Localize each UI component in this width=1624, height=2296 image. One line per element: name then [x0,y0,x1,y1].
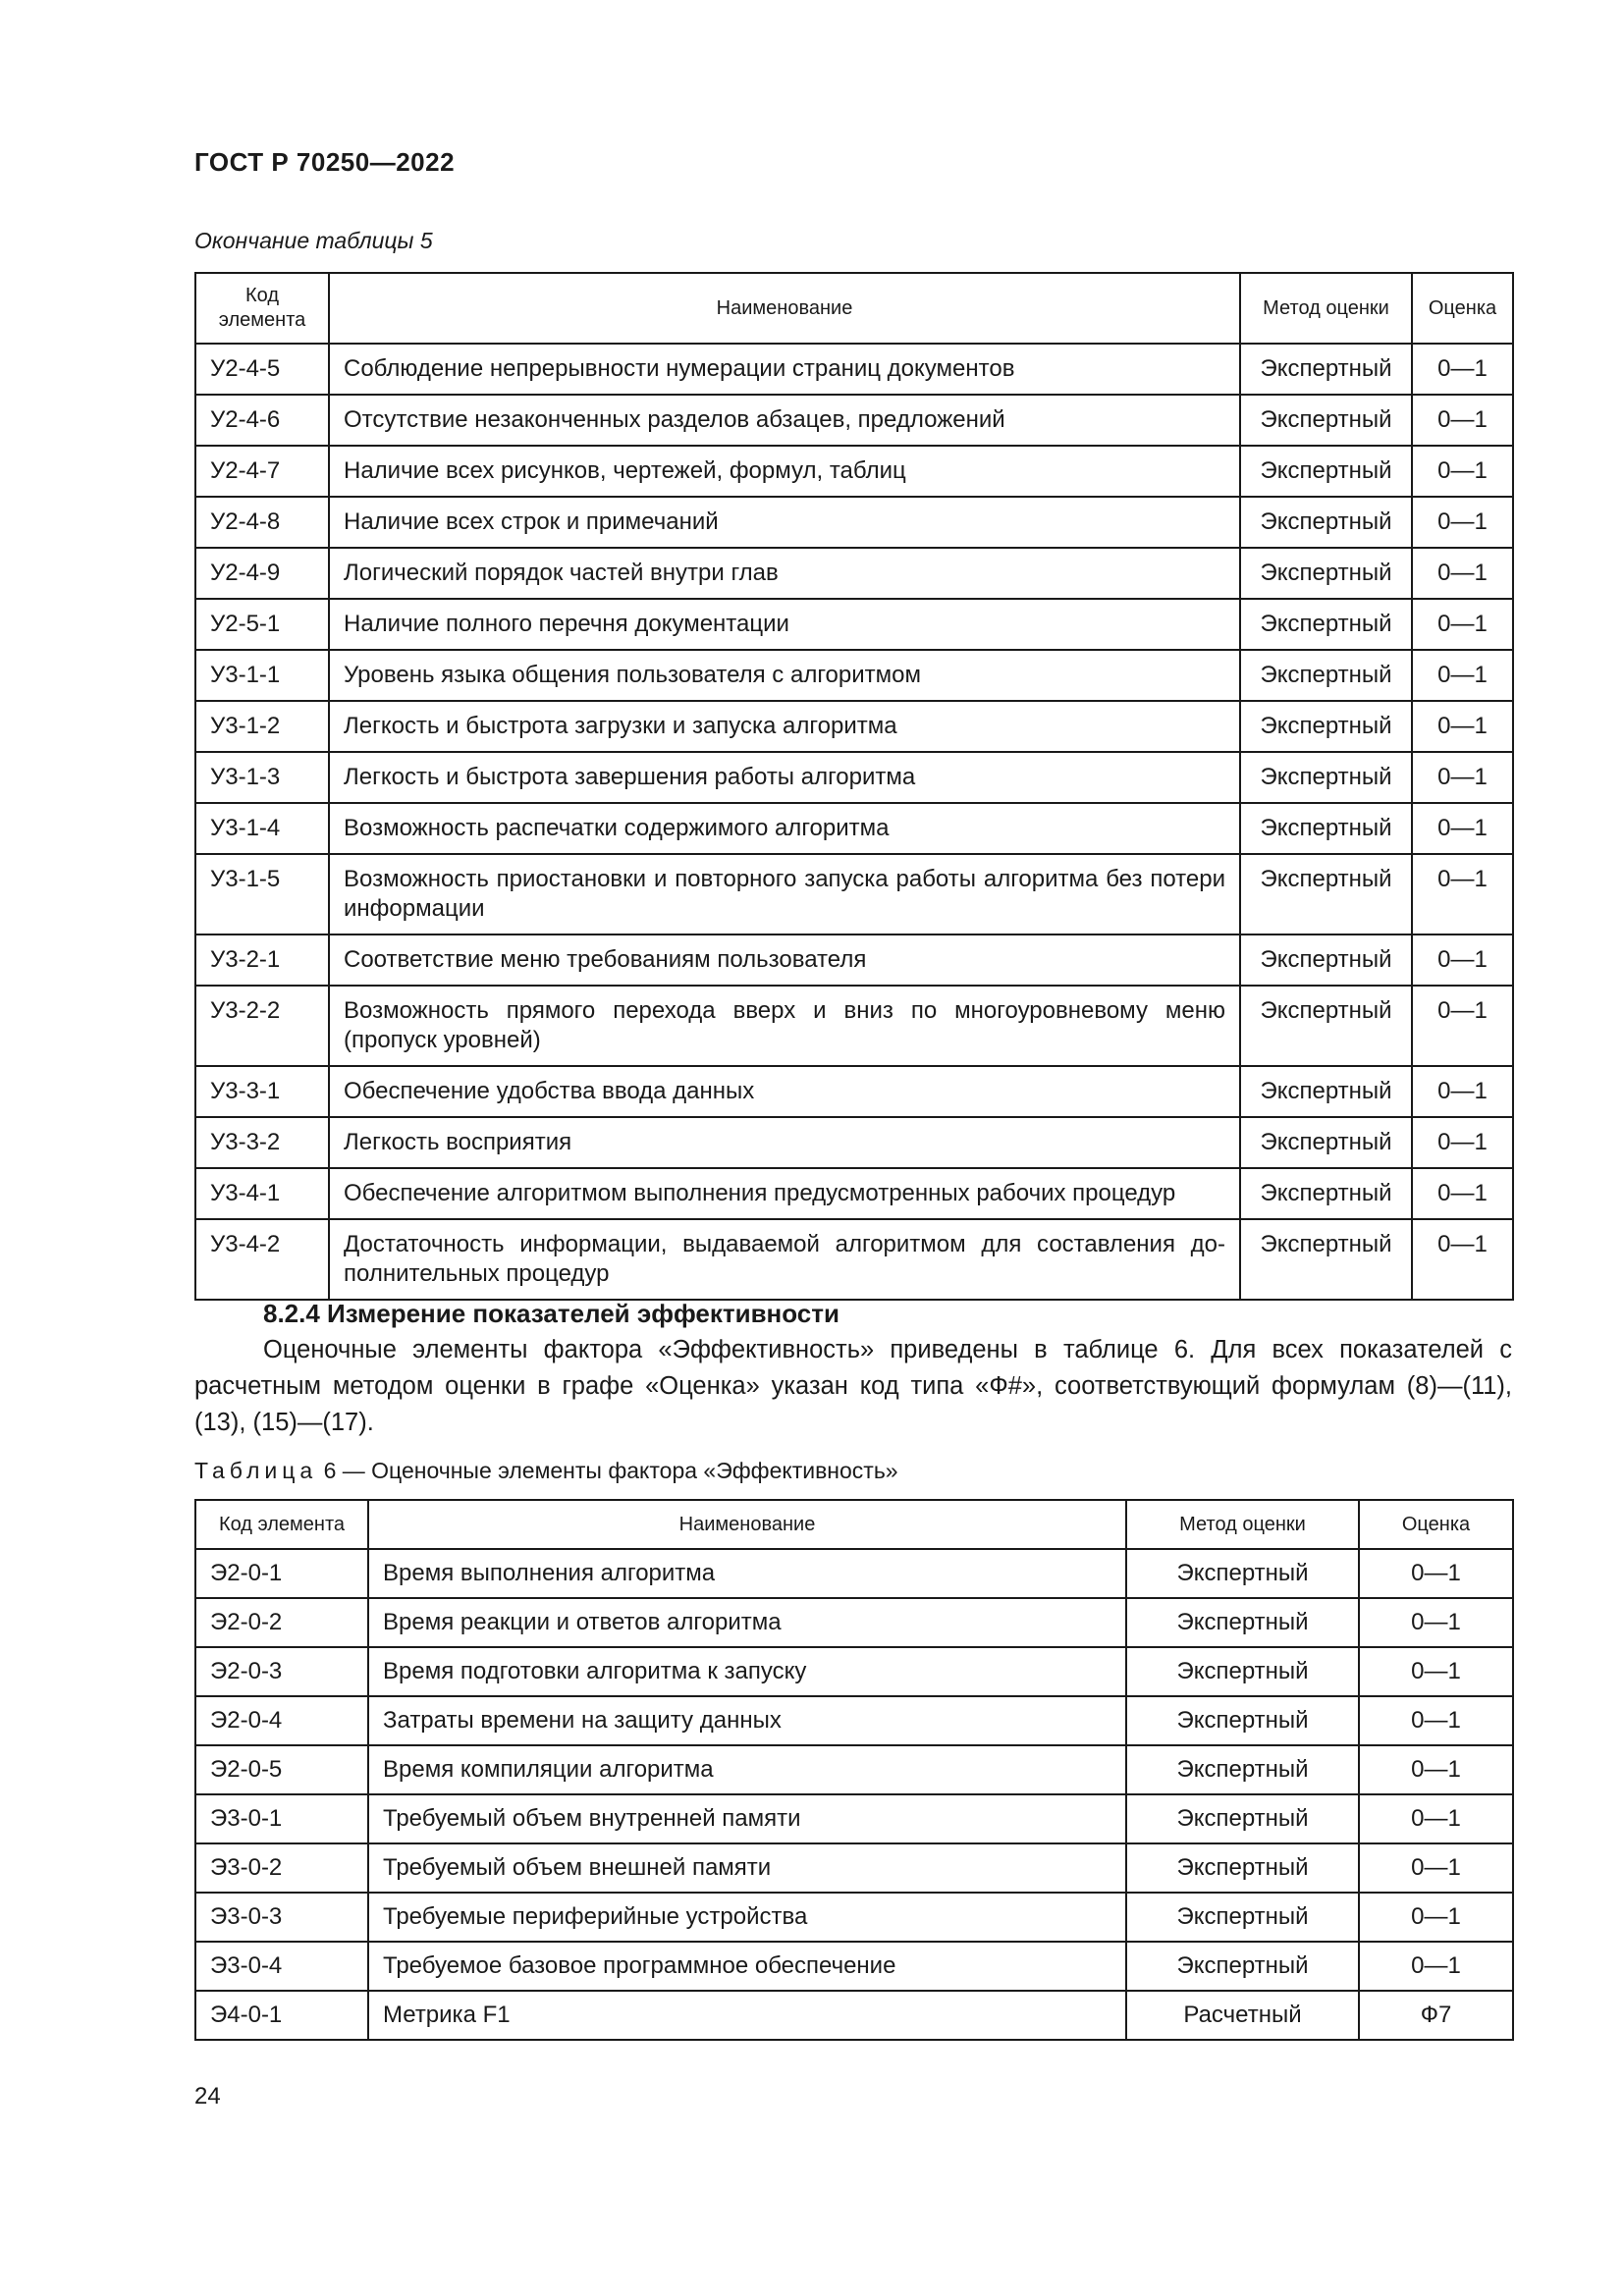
cell-name: Время компиляции алгоритма [368,1745,1126,1794]
cell-code: Э2-0-2 [195,1598,368,1647]
cell-code: У3-1-3 [195,752,329,803]
table-5 [194,272,1514,1301]
cell-score: 0—1 [1412,854,1513,934]
table-row [195,701,1513,752]
cell-code: У3-1-4 [195,803,329,854]
cell-code: Э2-0-3 [195,1647,368,1696]
cell-name: Наличие всех рисунков, чертежей, формул, таблиц [329,446,1240,497]
cell-score: 0—1 [1412,752,1513,803]
cell-method: Экспертный [1240,650,1412,701]
column-header-code: Код элемента [195,1500,368,1549]
table-row [195,1647,1513,1696]
cell-name: Возможность распечатки содержимого алгоритма [329,803,1240,854]
cell-score: 0—1 [1412,446,1513,497]
cell-score: 0—1 [1412,650,1513,701]
cell-score: 0—1 [1359,1745,1513,1794]
cell-code: У2-4-7 [195,446,329,497]
cell-code: У3-2-2 [195,986,329,1066]
cell-score: 0—1 [1412,1219,1513,1300]
cell-name: Логический порядок частей внутри глав [329,548,1240,599]
cell-score: 0—1 [1359,1549,1513,1598]
cell-code: У3-4-2 [195,1219,329,1300]
table6-body [195,1549,1513,2040]
table-row [195,446,1513,497]
cell-score: 0—1 [1412,497,1513,548]
cell-method: Экспертный [1126,1893,1359,1942]
cell-name: Наличие всех строк и примечаний [329,497,1240,548]
cell-name: Требуемый объем внутренней памяти [368,1794,1126,1843]
cell-name: Отсутствие незаконченных разделов абзацев, предложений [329,395,1240,446]
cell-name: Требуемое базовое программное обеспечение [368,1942,1126,1991]
cell-name: Соответствие меню требованиям пользователя [329,934,1240,986]
table-row [195,752,1513,803]
cell-method: Экспертный [1126,1647,1359,1696]
cell-method: Экспертный [1240,1117,1412,1168]
table-row [195,854,1513,934]
table5-continuation-caption: Окончание таблицы 5 [194,228,433,253]
column-header-code: Код элемента [195,273,329,344]
cell-method: Экспертный [1240,934,1412,986]
cell-method: Экспертный [1240,497,1412,548]
cell-score: 0—1 [1359,1696,1513,1745]
table-row [195,1843,1513,1893]
cell-score: 0—1 [1412,701,1513,752]
cell-score: 0—1 [1412,548,1513,599]
cell-score: 0—1 [1412,1066,1513,1117]
cell-method: Экспертный [1240,1219,1412,1300]
cell-method: Экспертный [1240,1168,1412,1219]
cell-score: 0—1 [1412,934,1513,986]
table6-caption [194,1458,898,1484]
cell-code: Э3-0-1 [195,1794,368,1843]
cell-name: Требуемые периферийные устройства [368,1893,1126,1942]
cell-method: Экспертный [1126,1549,1359,1598]
cell-name: Достаточность информации, выдаваемой алгоритмом для составления дополнительных процедур [329,1219,1240,1300]
cell-code: У3-3-2 [195,1117,329,1168]
table-row [195,1066,1513,1117]
cell-score: 0—1 [1412,1168,1513,1219]
table-row [195,1168,1513,1219]
column-header-score: Оценка [1359,1500,1513,1549]
cell-method: Экспертный [1126,1745,1359,1794]
cell-method: Экспертный [1126,1843,1359,1893]
table-row [195,497,1513,548]
cell-method: Экспертный [1240,986,1412,1066]
cell-score: 0—1 [1359,1647,1513,1696]
cell-code: У2-4-6 [195,395,329,446]
cell-name: Обеспечение удобства ввода данных [329,1066,1240,1117]
table-row [195,1117,1513,1168]
cell-code: Э3-0-2 [195,1843,368,1893]
cell-score: 0—1 [1359,1843,1513,1893]
table-row [195,1745,1513,1794]
column-header-method: Метод оценки [1126,1500,1359,1549]
table-row [195,344,1513,395]
table-row [195,1219,1513,1300]
table-row [195,548,1513,599]
cell-score: 0—1 [1359,1942,1513,1991]
cell-name: Легкость восприятия [329,1117,1240,1168]
cell-method: Расчетный [1126,1991,1359,2040]
cell-method: Экспертный [1240,599,1412,650]
table5-header-row [195,273,1513,344]
page-number: 24 [194,2083,221,2109]
cell-name: Время подготовки алгоритма к запуску [368,1647,1126,1696]
table-row [195,1549,1513,1598]
cell-code: У3-3-1 [195,1066,329,1117]
cell-method: Экспертный [1126,1942,1359,1991]
table-row [195,803,1513,854]
column-header-name: Наименование [329,273,1240,344]
cell-name: Соблюдение непрерывности нумерации страниц документов [329,344,1240,395]
cell-method: Экспертный [1240,344,1412,395]
table-row [195,650,1513,701]
cell-method: Экспертный [1240,752,1412,803]
cell-code: Э3-0-4 [195,1942,368,1991]
cell-code: У3-1-5 [195,854,329,934]
cell-score: 0—1 [1359,1598,1513,1647]
document-header: ГОСТ Р 70250—2022 [194,147,456,177]
cell-method: Экспертный [1126,1794,1359,1843]
cell-name: Время выполнения алгоритма [368,1549,1126,1598]
cell-name: Легкость и быстрота завершения работы алгоритма [329,752,1240,803]
cell-score: 0—1 [1412,395,1513,446]
cell-method: Экспертный [1240,395,1412,446]
cell-code: Э2-0-1 [195,1549,368,1598]
table-row [195,395,1513,446]
paragraph-text: Оценочные элементы фактора «Эффективность» приведены в таблице 6. Для всех показателей с расчетным методом оценки в графе «Оценка» указан код типа «Ф#», соответствующий формулам (8)—(11), (13), (15)—(17). [194,1336,1512,1436]
table-6 [194,1499,1514,2041]
table-row [195,1794,1513,1843]
cell-code: У3-2-1 [195,934,329,986]
cell-code: У3-1-2 [195,701,329,752]
cell-name: Наличие полного перечня документации [329,599,1240,650]
cell-code: У3-1-1 [195,650,329,701]
cell-name: Возможность приостановки и повторного запуска работы алгоритма без потери информации [329,854,1240,934]
cell-code: У2-4-8 [195,497,329,548]
cell-method: Экспертный [1240,854,1412,934]
cell-score: Ф7 [1359,1991,1513,2040]
table-row [195,986,1513,1066]
table-row [195,1696,1513,1745]
table-row [195,934,1513,986]
cell-code: Э3-0-3 [195,1893,368,1942]
cell-code: У2-5-1 [195,599,329,650]
cell-code: Э4-0-1 [195,1991,368,2040]
table6-caption-text: 6 — Оценочные элементы фактора «Эффективность» [323,1458,898,1483]
table6-caption-word: Таблица [194,1458,318,1483]
cell-name: Метрика F1 [368,1991,1126,2040]
cell-method: Экспертный [1240,548,1412,599]
column-header-name: Наименование [368,1500,1126,1549]
cell-score: 0—1 [1412,803,1513,854]
table5-body [195,344,1513,1300]
table-row [195,1893,1513,1942]
column-header-method: Метод оценки [1240,273,1412,344]
cell-method: Экспертный [1240,446,1412,497]
table-row [195,599,1513,650]
cell-name: Легкость и быстрота загрузки и запуска алгоритма [329,701,1240,752]
section-paragraph [194,1332,1512,1441]
cell-score: 0—1 [1412,344,1513,395]
cell-name: Уровень языка общения пользователя с алгоритмом [329,650,1240,701]
cell-score: 0—1 [1412,1117,1513,1168]
cell-score: 0—1 [1359,1893,1513,1942]
table-row [195,1598,1513,1647]
cell-method: Экспертный [1240,803,1412,854]
cell-score: 0—1 [1359,1794,1513,1843]
cell-method: Экспертный [1240,1066,1412,1117]
cell-method: Экспертный [1126,1598,1359,1647]
table-row [195,1942,1513,1991]
cell-code: Э2-0-5 [195,1745,368,1794]
cell-score: 0—1 [1412,986,1513,1066]
cell-code: У2-4-5 [195,344,329,395]
table-row [195,1991,1513,2040]
cell-name: Затраты времени на защиту данных [368,1696,1126,1745]
cell-code: У3-4-1 [195,1168,329,1219]
cell-name: Возможность прямого перехода вверх и вниз по многоуровневому меню (пропуск уровней) [329,986,1240,1066]
cell-score: 0—1 [1412,599,1513,650]
section-heading: 8.2.4 Измерение показателей эффективности [263,1299,839,1328]
cell-code: Э2-0-4 [195,1696,368,1745]
cell-method: Экспертный [1240,701,1412,752]
table6-header-row [195,1500,1513,1549]
column-header-score: Оценка [1412,273,1513,344]
cell-name: Требуемый объем внешней памяти [368,1843,1126,1893]
cell-name: Время реакции и ответов алгоритма [368,1598,1126,1647]
cell-code: У2-4-9 [195,548,329,599]
cell-method: Экспертный [1126,1696,1359,1745]
cell-name: Обеспечение алгоритмом выполнения предусмотренных рабочих процедур [329,1168,1240,1219]
